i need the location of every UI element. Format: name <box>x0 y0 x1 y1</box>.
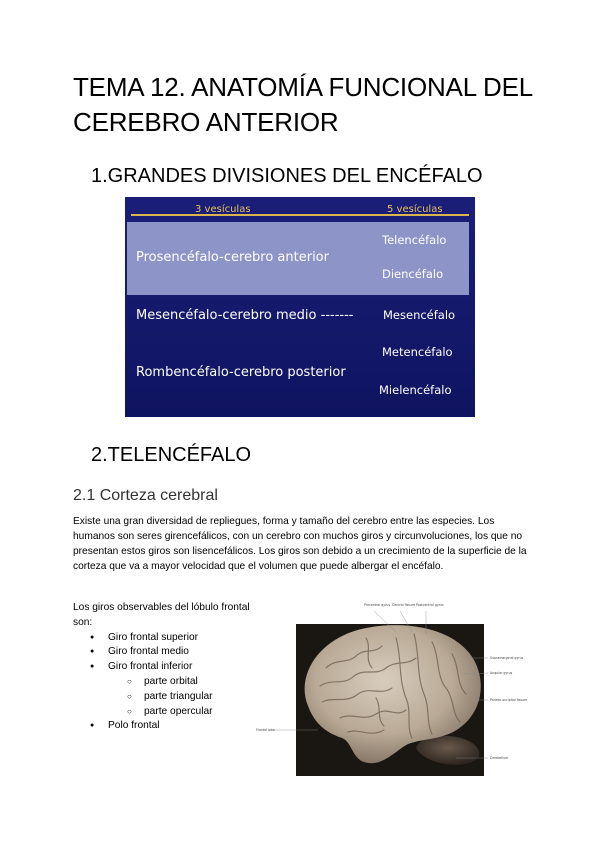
header-5-vesiculas: 5 vesículas <box>387 204 443 215</box>
list-item: ○ parte orbital <box>73 675 263 690</box>
list-item: ○ parte triangular <box>73 690 263 705</box>
list-item: ○ parte opercular <box>73 705 263 720</box>
label-parieto-occipital: Parieto-occipital fissure <box>490 698 528 702</box>
label-central-fissure: Central fissure <box>392 603 416 607</box>
gyri-list-block <box>73 601 263 734</box>
label-angular: Angular gyrus <box>490 671 513 675</box>
label-supramarginal: Supramarginal gyrus <box>490 656 524 660</box>
brain-figure <box>256 598 528 776</box>
list-item: ● Giro frontal superior <box>73 631 263 646</box>
label-frontal-lobe: Frontal lobe <box>256 728 275 732</box>
vesicles-table <box>125 197 475 417</box>
gyri-intro: Los giros observables del lóbulo frontal son: <box>73 602 250 628</box>
label-mesencefalo-left: Mesencéfalo-cerebro medio ------- <box>136 308 354 323</box>
header-3-vesiculas: 3 vesículas <box>195 204 251 215</box>
label-precentral: Precentral gyrus <box>364 603 391 607</box>
label-postcentral: Postcentral gyrus <box>416 603 444 607</box>
subsection-heading-corteza: 2.1 Corteza cerebral <box>73 487 218 504</box>
body-paragraph: Existe una gran diversidad de repliegues, forma y tamaño del cerebro entre las especies. Los humanos son seres girencefálicos, con un cerebro con muchos giros y circunvoluciones, los que no presentan estos giros son lisencefálicos. Los giros son debido a un crecimiento de la superficie de la corteza que va a mayor velocidad que el volumen que puede albergar el encéfalo. <box>73 516 527 572</box>
label-metencefalo: Metencéfalo <box>382 345 453 359</box>
label-cerebellum: Cerebellum <box>490 756 509 760</box>
label-rombencefalo: Rombencéfalo-cerebro posterior <box>136 365 346 380</box>
page-title: TEMA 12. ANATOMÍA FUNCIONAL DEL CEREBRO ANTERIOR <box>73 72 533 137</box>
label-prosencefalo: Prosencéfalo-cerebro anterior <box>136 250 329 265</box>
label-diencefalo: Diencéfalo <box>382 267 444 281</box>
list-item: ● Polo frontal <box>73 719 263 734</box>
label-telencefalo: Telencéfalo <box>382 233 447 247</box>
section-heading-divisiones: 1.GRANDES DIVISIONES DEL ENCÉFALO <box>91 165 483 187</box>
section-heading-telencefalo: 2.TELENCÉFALO <box>91 444 252 466</box>
list-item: ● Giro frontal inferior <box>73 660 263 675</box>
gyri-list <box>73 631 263 735</box>
label-mielencefalo: Mielencéfalo <box>379 383 452 397</box>
list-item: ● Giro frontal medio <box>73 645 263 660</box>
label-mesencefalo-right: Mesencéfalo <box>383 308 456 322</box>
